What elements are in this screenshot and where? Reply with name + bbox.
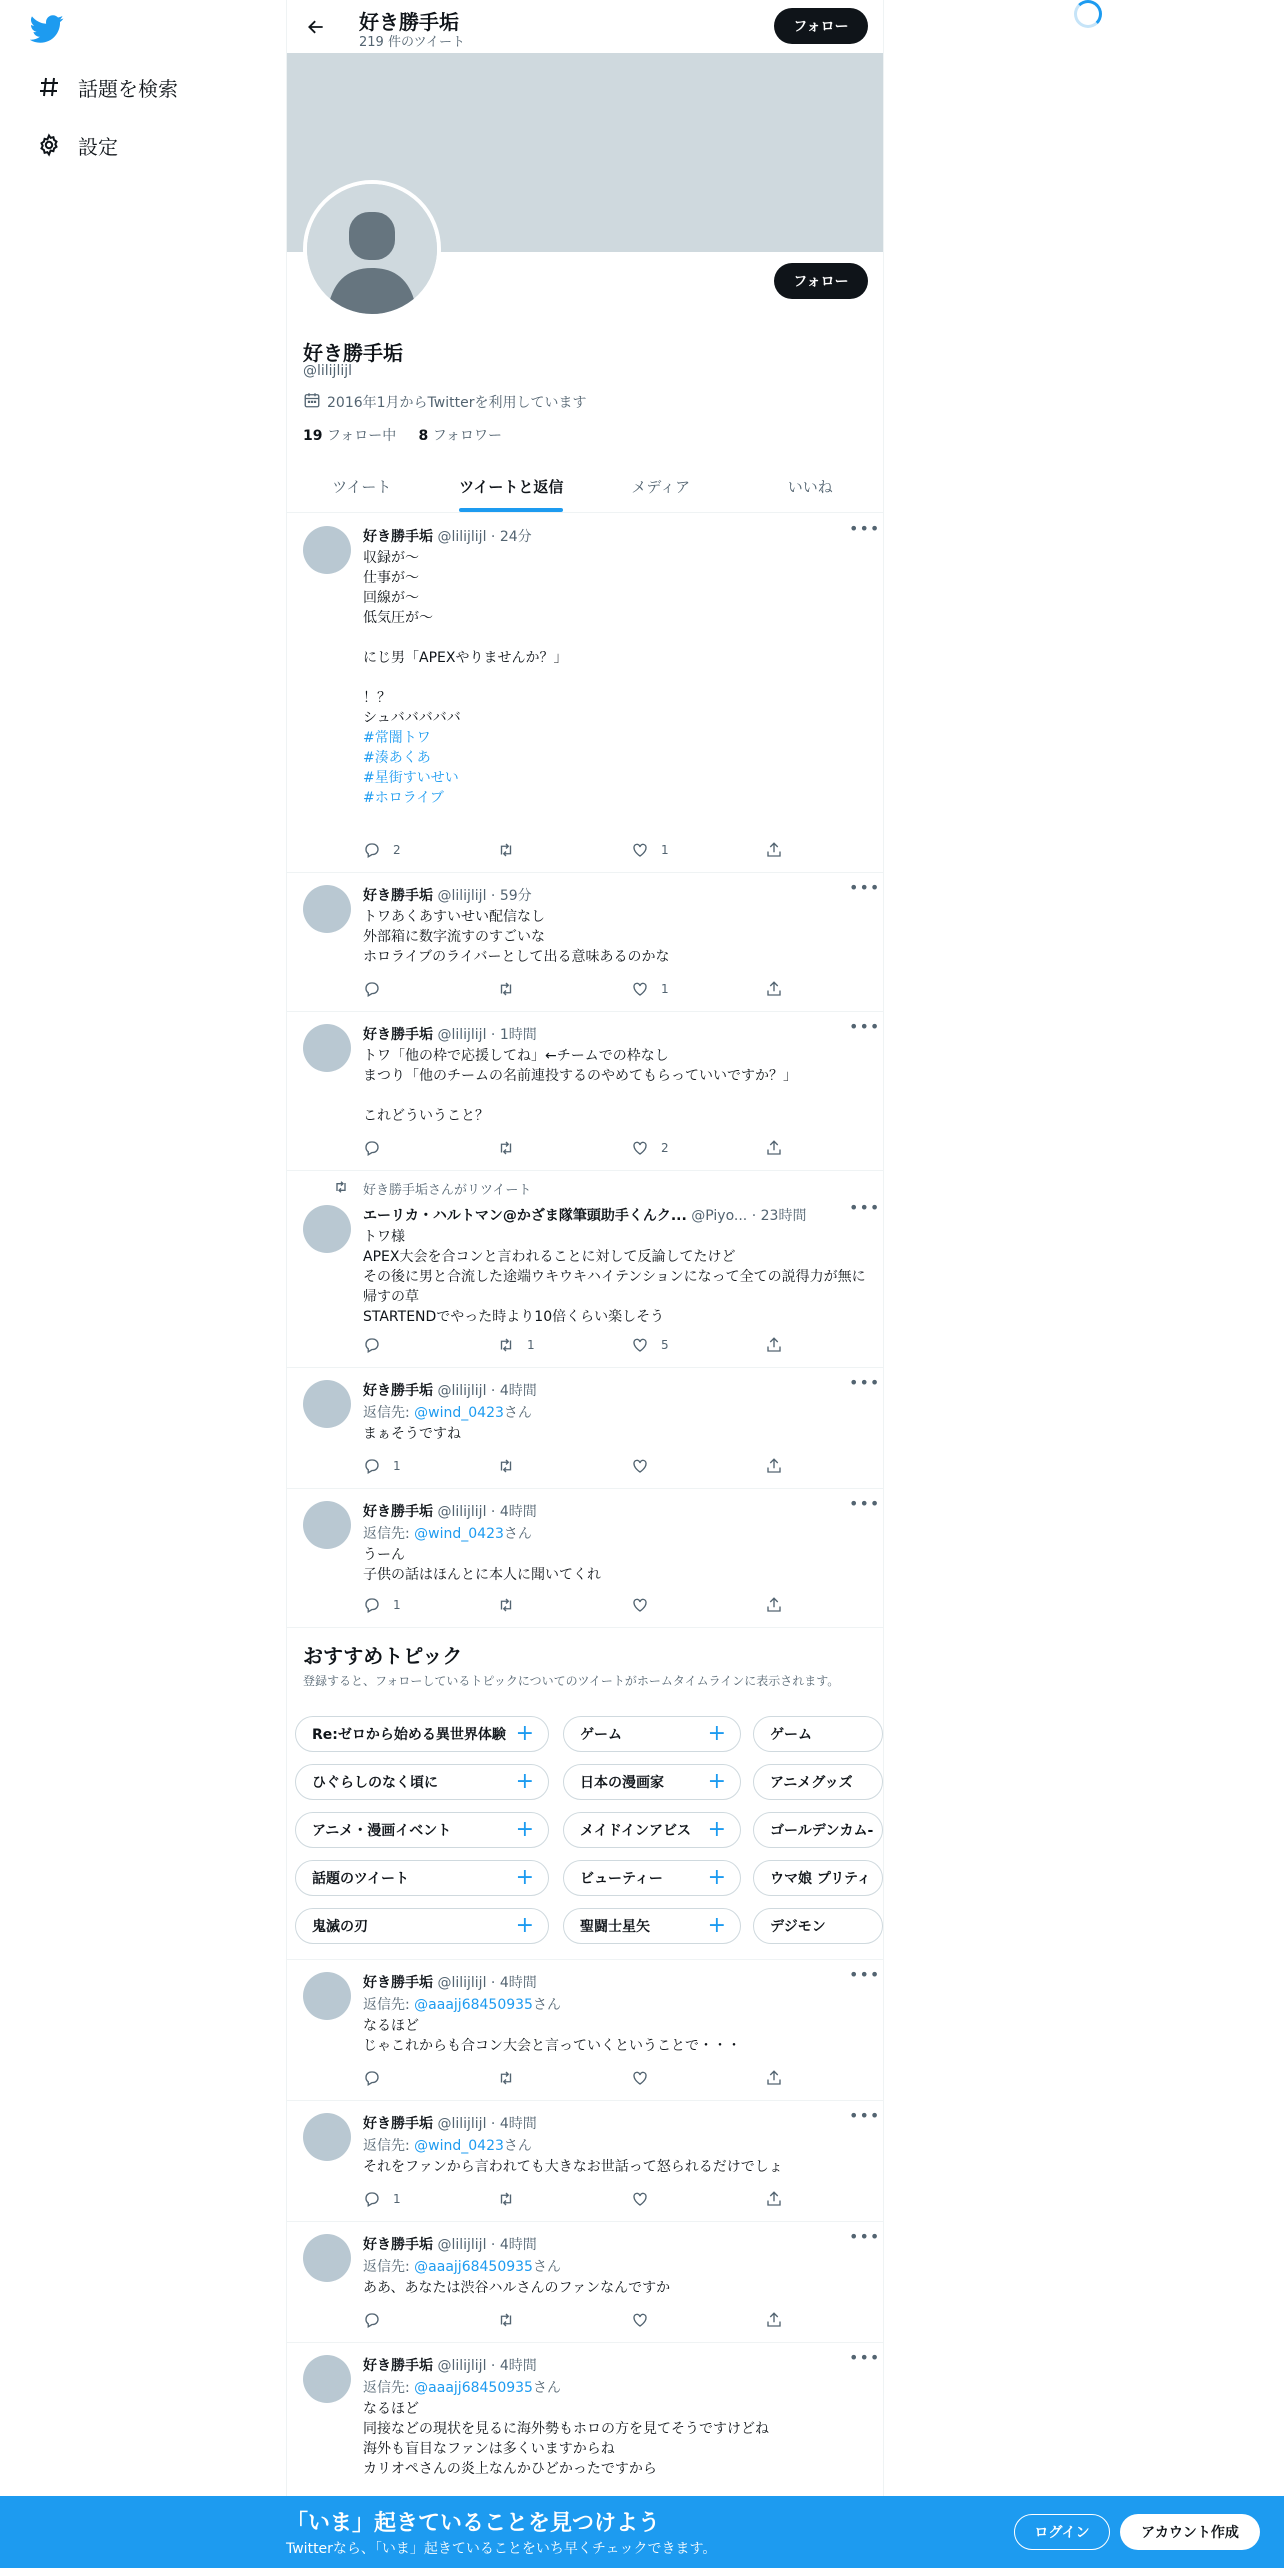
tweet-text-content: なるほど じゃこれからも合コン大会と言っていくということで・・・ xyxy=(363,2018,741,2054)
plus-icon[interactable]: + xyxy=(707,1913,726,1938)
signup-button[interactable]: アカウント作成 xyxy=(1120,2514,1260,2550)
following-label: フォロー中 xyxy=(326,428,397,444)
plus-icon[interactable]: + xyxy=(515,1865,534,1890)
avatar[interactable] xyxy=(303,526,351,574)
like-button[interactable] xyxy=(631,1596,661,1614)
topic-chip[interactable] xyxy=(563,1764,741,1800)
reply-to-link[interactable]: @wind_0423 xyxy=(414,2138,504,2154)
topic-chip[interactable] xyxy=(563,1716,741,1752)
profile-name: 好き勝手垢 xyxy=(303,341,403,365)
avatar[interactable] xyxy=(303,1380,351,1428)
heart-icon xyxy=(631,2069,661,2087)
share-icon xyxy=(765,2069,795,2087)
author-name[interactable]: 好き勝手垢 xyxy=(363,2358,433,2374)
topic-label: ゲーム xyxy=(770,1727,812,1743)
reply-button[interactable] xyxy=(363,841,401,859)
tweet-text-content: なるほど 同接などの現状を見るに海外勢もホロの方を見てそうですけどね 海外も盲目なファンは多くいますからね カリオペさんの炎上なんかひどかったですから xyxy=(363,2401,769,2477)
author-handle[interactable]: @lilijlijl xyxy=(437,1027,487,1043)
hashtag-link[interactable]: #星街すいせい xyxy=(363,770,459,786)
tweet[interactable] xyxy=(287,2101,884,2222)
tweet[interactable] xyxy=(287,1171,884,1368)
loading-spinner-icon xyxy=(1074,0,1102,28)
author-name[interactable]: エーリカ・ハルトマン@かざま隊筆頭助手くんク... xyxy=(363,1208,687,1224)
tweet-text-content: トワ様 APEX大会を合コンと言われることに対して反論してたけど その後に男と合流した途端ウキウキハイテンションになって全ての説得力が無に帰すの草 STARTENDでやった時より10倍くらい楽しそう xyxy=(363,1229,866,1325)
topic-chip[interactable] xyxy=(753,1860,883,1896)
tweet[interactable] xyxy=(287,1012,884,1171)
like-count: 5 xyxy=(661,1338,669,1352)
header-title: 好き勝手垢 xyxy=(359,10,459,34)
topic-chip[interactable] xyxy=(563,1860,741,1896)
like-button[interactable] xyxy=(631,2190,661,2208)
tweet[interactable] xyxy=(287,1960,884,2101)
like-button[interactable] xyxy=(631,980,669,998)
more-options-icon[interactable]: ••• xyxy=(849,519,881,538)
tweet-header: 好き勝手垢 @lilijlijl · 4時間 xyxy=(363,1383,537,1399)
topic-chip[interactable] xyxy=(295,1860,549,1896)
retweet-icon xyxy=(497,841,527,859)
author-name[interactable]: 好き勝手垢 xyxy=(363,2237,433,2253)
topic-label: 聖闘士星矢 xyxy=(580,1919,650,1935)
author-handle[interactable]: @lilijlijl xyxy=(437,888,487,904)
retweet-icon xyxy=(497,1139,527,1157)
tweet-header: 好き勝手垢 @lilijlijl · 4時間 xyxy=(363,2237,537,2253)
reply-icon xyxy=(363,2190,393,2208)
reply-context xyxy=(363,1402,532,1422)
reply-suffix: さん xyxy=(532,2259,561,2275)
recommended-topics xyxy=(287,1628,884,1960)
reply-count: 2 xyxy=(393,843,401,857)
share-icon xyxy=(765,980,795,998)
sidebar-item-explore[interactable] xyxy=(34,62,178,112)
profile-header xyxy=(287,0,884,53)
tweet-actions xyxy=(363,980,803,1000)
tweet-header: 好き勝手垢 @lilijlijl · 4時間 xyxy=(363,2116,537,2132)
more-options-icon[interactable]: ••• xyxy=(849,1198,881,1217)
login-button[interactable]: ログイン xyxy=(1014,2514,1110,2550)
tweet-text xyxy=(363,2399,869,2479)
joined-text: 2016年1月からTwitterを利用しています xyxy=(327,395,587,411)
more-options-icon[interactable]: ••• xyxy=(849,1494,881,1513)
share-icon xyxy=(765,1336,795,1354)
retweet-icon xyxy=(497,2069,527,2087)
topics-subtitle: 登録すると、フォローしているトピックについてのツイートがホームタイムラインに表示されます。 xyxy=(303,1674,840,1688)
plus-icon[interactable]: + xyxy=(515,1913,534,1938)
tweet-text xyxy=(363,2157,869,2177)
reply-context xyxy=(363,1523,532,1543)
author-handle[interactable]: @Piyo... xyxy=(691,1208,748,1224)
tweet[interactable] xyxy=(287,2343,884,2503)
heart-icon xyxy=(631,2311,661,2329)
retweet-button[interactable] xyxy=(497,1139,527,1157)
retweet-button[interactable] xyxy=(497,980,527,998)
reply-button[interactable] xyxy=(363,2069,393,2087)
more-options-icon[interactable]: ••• xyxy=(849,2348,881,2367)
heart-icon xyxy=(631,1596,661,1614)
tweet-text xyxy=(363,2278,869,2298)
topic-label: メイドインアビス xyxy=(580,1823,692,1839)
tweet-time[interactable]: 4時間 xyxy=(499,1504,537,1520)
topic-chip[interactable] xyxy=(753,1908,883,1944)
like-button[interactable] xyxy=(631,2311,661,2329)
topic-label: Re:ゼロから始める異世界体験 xyxy=(312,1727,506,1743)
reply-suffix: さん xyxy=(503,2138,532,2154)
plus-icon[interactable]: + xyxy=(515,1721,534,1746)
tweet-text xyxy=(363,1046,869,1126)
retweet-icon xyxy=(497,1596,527,1614)
tweet-text xyxy=(363,2016,869,2056)
tweet-actions xyxy=(363,841,803,861)
hashtag-icon xyxy=(34,72,64,102)
following-link[interactable] xyxy=(303,428,396,444)
plus-icon[interactable]: + xyxy=(707,1817,726,1842)
author-handle[interactable]: @lilijlijl xyxy=(437,1975,487,1991)
plus-icon[interactable]: + xyxy=(707,1865,726,1890)
author-name[interactable]: 好き勝手垢 xyxy=(363,2116,433,2132)
avatar[interactable] xyxy=(303,1024,351,1072)
reply-context xyxy=(363,1994,561,2014)
retweet-button[interactable] xyxy=(497,2069,527,2087)
reply-icon xyxy=(363,1139,393,1157)
tweet-text-content: ああ、あなたは渋谷ハルさんのファンなんですか xyxy=(363,2280,671,2296)
topic-label: アニメ・漫画イベント xyxy=(312,1823,452,1839)
more-options-icon[interactable]: ••• xyxy=(849,1965,881,1984)
twitter-logo-icon[interactable] xyxy=(30,12,70,46)
retweet-button[interactable] xyxy=(497,2190,527,2208)
reply-to-link[interactable]: @aaajj68450935 xyxy=(414,2380,533,2396)
author-name[interactable]: 好き勝手垢 xyxy=(363,1027,433,1043)
sidebar-item-label: 設定 xyxy=(78,134,118,159)
default-avatar-icon xyxy=(307,184,437,314)
reply-prefix: 返信先: xyxy=(363,2380,415,2396)
retweet-icon xyxy=(497,1457,527,1475)
reply-button[interactable] xyxy=(363,1457,401,1475)
reply-count: 1 xyxy=(393,1459,401,1473)
reply-button[interactable] xyxy=(363,980,393,998)
topic-chip[interactable] xyxy=(563,1908,741,1944)
tab-likes[interactable]: いいね xyxy=(787,478,833,496)
reply-prefix: 返信先: xyxy=(363,1997,415,2013)
reply-suffix: さん xyxy=(532,2380,561,2396)
plus-icon[interactable]: + xyxy=(515,1817,534,1842)
hashtag-link[interactable]: #常闇トワ xyxy=(363,730,431,746)
author-handle[interactable]: @lilijlijl xyxy=(437,1383,487,1399)
following-count: 19 xyxy=(303,428,323,444)
reply-icon xyxy=(363,2311,393,2329)
author-name[interactable]: 好き勝手垢 xyxy=(363,1504,433,1520)
share-button[interactable] xyxy=(765,2069,795,2087)
topic-label: ウマ娘 プリティ xyxy=(770,1871,871,1887)
topic-chip[interactable] xyxy=(295,1812,549,1848)
author-name[interactable]: 好き勝手垢 xyxy=(363,888,433,904)
avatar[interactable] xyxy=(303,2234,351,2282)
heart-icon xyxy=(631,1457,661,1475)
signup-banner xyxy=(0,2496,1284,2568)
topic-label: ひぐらしのなく頃に xyxy=(312,1775,438,1791)
profile-handle: @lilijlijl xyxy=(303,363,353,379)
plus-icon[interactable]: + xyxy=(707,1769,726,1794)
retweet-button[interactable] xyxy=(497,1596,527,1614)
retweeted-by: 好き勝手垢さんがリツイート xyxy=(363,1183,532,1198)
retweet-icon xyxy=(497,2190,527,2208)
author-handle[interactable]: @lilijlijl xyxy=(437,529,487,545)
profile-column xyxy=(286,0,884,2568)
reply-suffix: さん xyxy=(503,1526,532,1542)
more-options-icon[interactable]: ••• xyxy=(849,1017,881,1036)
tweet-text-content: それをファンから言われても大きなお世話って怒られるだけでしょ xyxy=(363,2159,783,2175)
topic-label: アニメグッズ xyxy=(770,1775,853,1791)
reply-to-link[interactable]: @wind_0423 xyxy=(414,1405,504,1421)
tweet-text-content: トワあくあすいせい配信なし 外部箱に数字流すのすごいな ホロライブのライバーとして出る意味あるのかな xyxy=(363,909,670,965)
tweet-text xyxy=(363,548,869,808)
back-arrow-icon[interactable] xyxy=(301,12,331,42)
avatar[interactable] xyxy=(303,2113,351,2161)
topic-chip[interactable] xyxy=(295,1764,549,1800)
topic-chip[interactable] xyxy=(295,1908,549,1944)
avatar[interactable] xyxy=(303,2355,351,2403)
tweet-actions xyxy=(363,1336,803,1356)
tweet[interactable] xyxy=(287,2222,884,2343)
author-handle[interactable]: @lilijlijl xyxy=(437,2358,487,2374)
retweet-icon xyxy=(497,980,527,998)
followers-label: フォロワー xyxy=(432,428,503,444)
tweet-header: エーリカ・ハルトマン@かざま隊筆頭助手くんク... @Piyo... · 23時間 xyxy=(363,1208,807,1224)
author-handle[interactable]: @lilijlijl xyxy=(437,2116,487,2132)
profile-follow-button[interactable]: フォロー xyxy=(774,263,868,299)
like-button[interactable] xyxy=(631,1457,661,1475)
tweet-time[interactable]: 24分 xyxy=(499,529,532,545)
topic-chip[interactable] xyxy=(563,1812,741,1848)
share-button[interactable] xyxy=(765,1139,795,1157)
reply-button[interactable] xyxy=(363,2311,393,2329)
share-button[interactable] xyxy=(765,1336,795,1354)
avatar[interactable] xyxy=(303,1501,351,1549)
hashtag-link[interactable]: #湊あくあ xyxy=(363,750,431,766)
tweet-actions xyxy=(363,2190,803,2210)
share-button[interactable] xyxy=(765,841,795,859)
like-count: 1 xyxy=(661,843,669,857)
reply-icon xyxy=(363,1457,393,1475)
like-button[interactable] xyxy=(631,1336,669,1354)
reply-context xyxy=(363,2256,561,2276)
author-handle[interactable]: @lilijlijl xyxy=(437,1504,487,1520)
heart-icon xyxy=(631,1139,661,1157)
share-icon xyxy=(765,1139,795,1157)
reply-prefix: 返信先: xyxy=(363,2138,415,2154)
share-button[interactable] xyxy=(765,2311,795,2329)
avatar[interactable] xyxy=(303,180,441,318)
tweet[interactable] xyxy=(287,1368,884,1489)
tweet-actions xyxy=(363,2069,803,2089)
tweet-text xyxy=(363,907,869,967)
reply-to-link[interactable]: @wind_0423 xyxy=(414,1526,504,1542)
share-button[interactable] xyxy=(765,980,795,998)
reply-to-link[interactable]: @aaajj68450935 xyxy=(414,2259,533,2275)
retweet-button[interactable] xyxy=(497,1336,535,1354)
tweet-text-content: まぁそうですね xyxy=(363,1426,461,1442)
share-icon xyxy=(765,2311,795,2329)
heart-icon xyxy=(631,980,661,998)
heart-icon xyxy=(631,2190,661,2208)
profile-tabs xyxy=(287,461,884,513)
tweet-time[interactable]: 1時間 xyxy=(499,1027,537,1043)
reply-icon xyxy=(363,980,393,998)
signup-banner-subtitle: Twitterなら、「いま」起きていることをいち早くチェックできます。 xyxy=(286,2541,717,2557)
retweet-button[interactable] xyxy=(497,841,527,859)
more-options-icon[interactable]: ••• xyxy=(849,1373,881,1392)
tweet-text-content: トワ「他の枠で応援してね」←チームでの枠なし まつり「他のチームの名前連投するのやめてもらっていいですか？」 これどういうこと？ xyxy=(363,1048,797,1124)
reply-button[interactable] xyxy=(363,1139,393,1157)
topic-label: デジモン xyxy=(770,1919,826,1935)
topics-title: おすすめトピック xyxy=(303,1644,463,1668)
share-button[interactable] xyxy=(765,1457,795,1475)
tweet[interactable] xyxy=(287,514,884,873)
tweet-time[interactable]: 4時間 xyxy=(499,2358,537,2374)
reply-suffix: さん xyxy=(532,1997,561,2013)
like-count: 1 xyxy=(661,982,669,996)
calendar-icon xyxy=(303,391,321,413)
signup-banner-title: 「いま」起きていることを見つけよう xyxy=(286,2511,661,2536)
retweet-icon xyxy=(497,1336,527,1354)
tweet-actions xyxy=(363,1139,803,1159)
author-name[interactable]: 好き勝手垢 xyxy=(363,1975,433,1991)
avatar[interactable] xyxy=(303,1205,351,1253)
more-options-icon[interactable]: ••• xyxy=(849,2227,881,2246)
tab-tweets-and-replies[interactable]: ツイートと返信 xyxy=(437,461,587,512)
tweet[interactable] xyxy=(287,1489,884,1628)
profile-stats xyxy=(303,425,502,445)
reply-prefix: 返信先: xyxy=(363,1526,415,1542)
topic-label: 日本の漫画家 xyxy=(580,1775,664,1791)
reply-button[interactable] xyxy=(363,1596,401,1614)
share-button[interactable] xyxy=(765,1596,795,1614)
tweet-time[interactable]: 4時間 xyxy=(499,1975,537,1991)
retweet-icon xyxy=(333,1179,349,1199)
like-button[interactable] xyxy=(631,1139,669,1157)
tweet-actions xyxy=(363,1457,803,1477)
tweet-text-content: うーん 子供の話はほんとに本人に聞いてくれ xyxy=(363,1547,601,1583)
topic-label: 話題のツイート xyxy=(312,1871,410,1887)
reply-context xyxy=(363,2135,532,2155)
share-button[interactable] xyxy=(765,2190,795,2208)
avatar[interactable] xyxy=(303,885,351,933)
reply-icon xyxy=(363,1336,393,1354)
reply-button[interactable] xyxy=(363,1336,393,1354)
tweet-header: 好き勝手垢 @lilijlijl · 4時間 xyxy=(363,1975,537,1991)
tweet-time[interactable]: 4時間 xyxy=(499,2116,537,2132)
tweet-header: 好き勝手垢 @lilijlijl · 4時間 xyxy=(363,2358,537,2374)
like-count: 2 xyxy=(661,1141,669,1155)
topic-label: ビューティー xyxy=(580,1871,663,1887)
tweet-header: 好き勝手垢 @lilijlijl · 24分 xyxy=(363,529,532,545)
topic-chip[interactable] xyxy=(295,1716,549,1752)
tweet[interactable] xyxy=(287,873,884,1012)
topic-chip[interactable] xyxy=(753,1764,883,1800)
author-handle[interactable]: @lilijlijl xyxy=(437,2237,487,2253)
plus-icon[interactable]: + xyxy=(707,1721,726,1746)
share-icon xyxy=(765,2190,795,2208)
profile-joined xyxy=(303,391,586,413)
heart-icon xyxy=(631,1336,661,1354)
share-icon xyxy=(765,1596,795,1614)
topic-label: 鬼滅の刃 xyxy=(312,1919,368,1935)
avatar[interactable] xyxy=(303,1972,351,2020)
more-options-icon[interactable]: ••• xyxy=(849,878,881,897)
tweet-time[interactable]: 4時間 xyxy=(499,1383,537,1399)
tab-tweets[interactable]: ツイート xyxy=(332,478,392,496)
reply-button[interactable] xyxy=(363,2190,401,2208)
tab-media[interactable]: メディア xyxy=(631,478,691,496)
sidebar-item-settings[interactable] xyxy=(34,120,118,170)
tweet-text xyxy=(363,1424,869,1444)
reply-prefix: 返信先: xyxy=(363,1405,415,1421)
share-icon xyxy=(765,841,795,859)
followers-link[interactable] xyxy=(419,428,503,444)
gear-icon xyxy=(34,130,64,160)
heart-icon xyxy=(631,841,661,859)
author-name[interactable]: 好き勝手垢 xyxy=(363,529,433,545)
hashtag-link[interactable]: #ホロライブ xyxy=(363,790,444,806)
reply-icon xyxy=(363,841,393,859)
reply-icon xyxy=(363,2069,393,2087)
tweet-text-content: 収録が～ 仕事が～ 回線が～ 低気圧が～ にじ男「APEXやりませんか？」 ！？ シュバババババ xyxy=(363,550,568,726)
reply-context xyxy=(363,2377,561,2397)
tweet-actions xyxy=(363,1596,803,1616)
reply-icon xyxy=(363,1596,393,1614)
like-button[interactable] xyxy=(631,2069,661,2087)
reply-count: 1 xyxy=(393,1598,401,1612)
tweet-header: 好き勝手垢 @lilijlijl · 1時間 xyxy=(363,1027,537,1043)
topic-chip[interactable] xyxy=(753,1812,883,1848)
like-button[interactable] xyxy=(631,841,669,859)
reply-suffix: さん xyxy=(503,1405,532,1421)
retweet-button[interactable] xyxy=(497,2311,527,2329)
tweet-header: 好き勝手垢 @lilijlijl · 59分 xyxy=(363,888,532,904)
plus-icon[interactable]: + xyxy=(515,1769,534,1794)
tweet-text xyxy=(363,1227,869,1327)
tweet-header: 好き勝手垢 @lilijlijl · 4時間 xyxy=(363,1504,537,1520)
topic-label: ゲーム xyxy=(580,1727,622,1743)
retweet-count: 1 xyxy=(527,1338,535,1352)
author-name[interactable]: 好き勝手垢 xyxy=(363,1383,433,1399)
tweet-time[interactable]: 23時間 xyxy=(760,1208,807,1224)
reply-prefix: 返信先: xyxy=(363,2259,415,2275)
tweet-text xyxy=(363,1545,869,1585)
tweet-time[interactable]: 59分 xyxy=(499,888,532,904)
retweet-icon xyxy=(497,2311,527,2329)
followers-count: 8 xyxy=(418,428,429,444)
tweet-actions xyxy=(363,2311,803,2331)
sidebar-item-label: 話題を検索 xyxy=(78,76,178,101)
reply-count: 1 xyxy=(393,2192,401,2206)
retweet-button[interactable] xyxy=(497,1457,527,1475)
more-options-icon[interactable]: ••• xyxy=(849,2106,881,2125)
topic-label: ゴールデンカム- xyxy=(770,1823,874,1839)
tweet-time[interactable]: 4時間 xyxy=(499,2237,537,2253)
topic-chip[interactable] xyxy=(753,1716,883,1752)
tweet-count: 219 件のツイート xyxy=(359,35,466,50)
reply-to-link[interactable]: @aaajj68450935 xyxy=(414,1997,533,2013)
share-icon xyxy=(765,1457,795,1475)
header-follow-button[interactable]: フォロー xyxy=(774,8,868,44)
